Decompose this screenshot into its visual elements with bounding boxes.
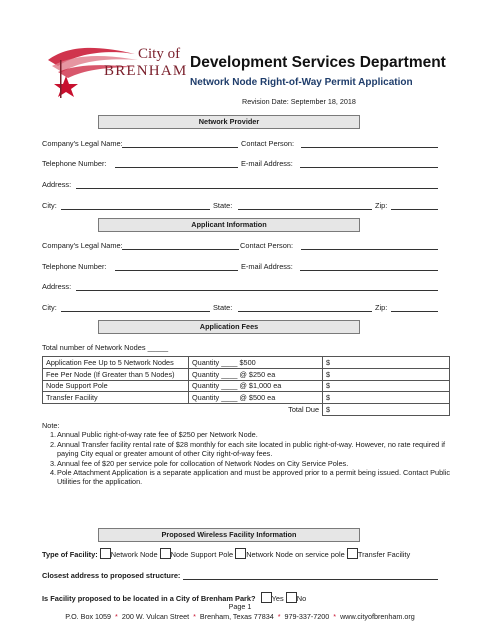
- closest-address-field[interactable]: [183, 571, 438, 580]
- fee-item: Node Support Pole: [43, 380, 189, 392]
- note-item: 4. Pole Attachment Application is a separate application and must be approved prior to a permit being issued. Contact Public Utilities for the application.: [50, 468, 451, 487]
- notes-heading: Note:: [42, 421, 60, 430]
- provider-contact-field[interactable]: [301, 139, 438, 148]
- applicant-address-label: Address:: [42, 282, 72, 291]
- fee-amount[interactable]: $: [323, 380, 450, 392]
- park-question-row: Is Facility proposed to be located in a City of Brenham Park? Yes No: [42, 594, 307, 603]
- provider-address-field[interactable]: [76, 180, 438, 189]
- fee-item: Transfer Facility: [43, 392, 189, 404]
- total-nodes-label: Total number of Network Nodes _____: [42, 343, 169, 352]
- applicant-legal-name-label: Company's Legal Name:: [42, 241, 123, 250]
- applicant-state-field[interactable]: [238, 303, 372, 312]
- logo-city-text: City of: [138, 46, 181, 62]
- notes: [42, 421, 452, 487]
- applicant-city-label: City:: [42, 303, 57, 312]
- section-application-fees: Application Fees: [98, 320, 360, 334]
- applicant-phone-field[interactable]: [115, 262, 238, 271]
- checkbox-node-support-pole[interactable]: [160, 548, 171, 559]
- website-link[interactable]: www.cityofbrenham.org: [340, 612, 415, 621]
- footer-contact: P.O. Box 1059 * 200 W. Vulcan Street * Brenham, Texas 77834 * 979-337-7200 * www.cityofbrenham.org: [65, 612, 415, 621]
- note-item: 2. Annual Transfer facility rental rate of $28 monthly for each site located in public right-of-way. However, no rate required if paying City equal or greater amount of other City right-of-way fees.: [50, 439, 446, 459]
- checkbox-network-node[interactable]: [100, 548, 111, 559]
- star-separator-icon: *: [331, 612, 339, 621]
- provider-state-field[interactable]: [238, 201, 372, 210]
- checkbox-transfer-facility[interactable]: [347, 548, 358, 559]
- fee-item: Application Fee Up to 5 Network Nodes: [43, 357, 189, 369]
- applicant-address-field[interactable]: [76, 282, 438, 291]
- applicant-city-field[interactable]: [61, 303, 210, 312]
- closest-address-label: Closest address to proposed structure:: [42, 571, 181, 580]
- star-separator-icon: *: [275, 612, 283, 621]
- checkbox-network-node-service-pole[interactable]: [235, 548, 246, 559]
- facility-type-label: Type of Facility:: [42, 550, 98, 559]
- fee-quantity[interactable]: Quantity ____ @ $500 ea: [189, 392, 323, 404]
- fee-row: [43, 368, 450, 380]
- provider-zip-label: Zip:: [375, 201, 388, 210]
- provider-phone-field[interactable]: [115, 159, 238, 168]
- provider-legal-name-field[interactable]: [122, 139, 238, 148]
- application-title: Network Node Right-of-Way Permit Application: [190, 77, 413, 88]
- fee-row: [43, 392, 450, 404]
- applicant-email-field[interactable]: [300, 262, 438, 271]
- fee-row: [43, 357, 450, 369]
- provider-email-label: E-mail Address:: [241, 159, 293, 168]
- provider-email-field[interactable]: [300, 159, 438, 168]
- fee-amount[interactable]: $: [323, 368, 450, 380]
- total-due-label: Total Due: [189, 404, 323, 416]
- section-network-provider: Network Provider: [98, 115, 360, 129]
- provider-city-label: City:: [42, 201, 57, 210]
- applicant-phone-label: Telephone Number:: [42, 262, 107, 271]
- facility-type-row: Type of Facility: Network Node Node Support Pole Network Node on service pole Transfer Facility: [42, 550, 411, 559]
- provider-legal-name-label: Company's Legal Name:: [42, 139, 123, 148]
- star-separator-icon: *: [113, 612, 120, 621]
- fee-item: Fee Per Node (If Greater than 5 Nodes): [43, 368, 189, 380]
- total-due-amount[interactable]: $: [323, 404, 450, 416]
- provider-contact-label: Contact Person:: [241, 139, 294, 148]
- applicant-zip-label: Zip:: [375, 303, 388, 312]
- fee-amount[interactable]: $: [323, 392, 450, 404]
- provider-city-field[interactable]: [61, 201, 210, 210]
- star-separator-icon: *: [191, 612, 198, 621]
- provider-phone-label: Telephone Number:: [42, 159, 107, 168]
- applicant-zip-field[interactable]: [391, 303, 438, 312]
- section-proposed-facility: Proposed Wireless Facility Information: [98, 528, 360, 542]
- fee-quantity[interactable]: Quantity ____ $500: [189, 357, 323, 369]
- revision-date: Revision Date: September 18, 2018: [242, 97, 356, 106]
- fee-quantity[interactable]: Quantity ____ @ $1,000 ea: [189, 380, 323, 392]
- applicant-contact-field[interactable]: [301, 241, 438, 250]
- applicant-email-label: E-mail Address:: [241, 262, 293, 271]
- applicant-legal-name-field[interactable]: [122, 241, 239, 250]
- page-number: Page 1: [228, 602, 252, 611]
- fee-row: [43, 380, 450, 392]
- note-item: 1. Annual Public right-of-way rate fee of $250 per Network Node.: [50, 430, 258, 440]
- fee-total-row: [43, 404, 450, 416]
- provider-address-label: Address:: [42, 180, 72, 189]
- provider-state-label: State:: [213, 201, 233, 210]
- section-applicant-information: Applicant Information: [98, 218, 360, 232]
- note-item: 3. Annual fee of $20 per service pole for collocation of Network Nodes on City Service Poles.: [50, 458, 349, 468]
- logo-brenham-text: BRENHAM: [104, 63, 188, 79]
- fee-quantity[interactable]: Quantity ____ @ $250 ea: [189, 368, 323, 380]
- applicant-state-label: State:: [213, 303, 233, 312]
- department-title: Development Services Department: [190, 54, 446, 71]
- provider-zip-field[interactable]: [391, 201, 438, 210]
- fee-table: [42, 356, 450, 416]
- fee-amount[interactable]: $: [323, 357, 450, 369]
- park-question-label: Is Facility proposed to be located in a City of Brenham Park?: [42, 594, 256, 603]
- applicant-contact-label: Contact Person:: [240, 241, 293, 250]
